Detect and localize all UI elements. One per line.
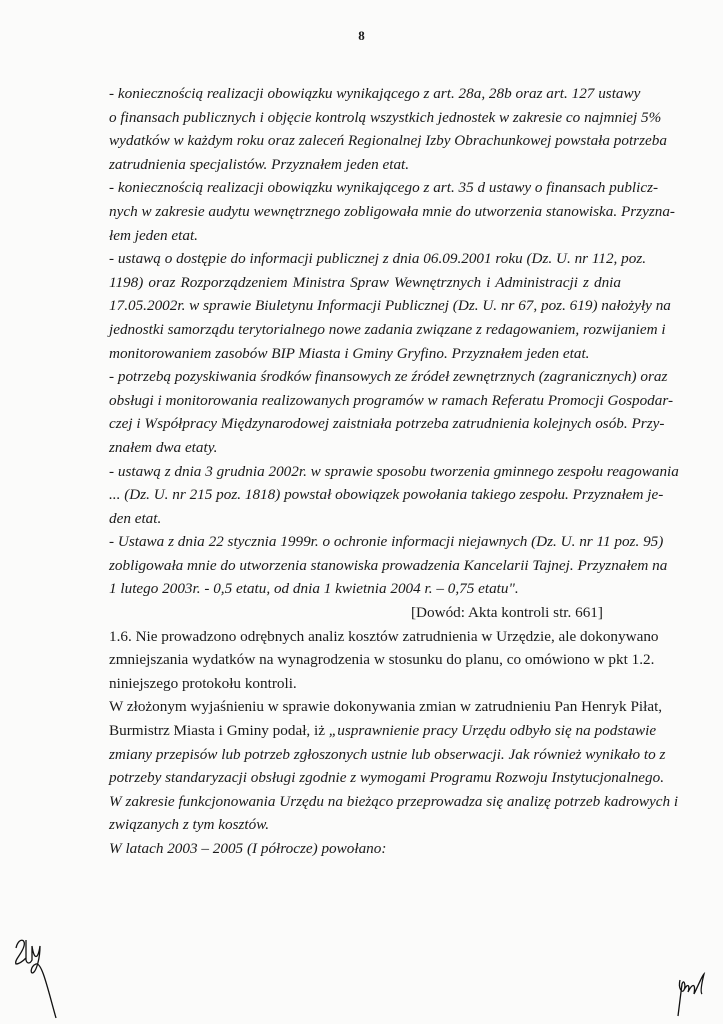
document-body	[109, 82, 679, 861]
text-fragment: Burmistrz Miasta i Gminy podał, iż	[109, 722, 329, 740]
text-line: den etat.	[109, 509, 162, 527]
handwritten-initials-icon	[12, 930, 72, 1020]
page-number: 8	[358, 28, 365, 43]
text-line: - koniecznością realizacji obowiązku wynikającego z art. 35 d ustawy o finansach publicz-	[109, 179, 659, 197]
text-line	[109, 719, 657, 743]
handwritten-signature-icon	[672, 968, 712, 1018]
text-line: ... (Dz. U. nr 215 poz. 1818) powstał obowiązek powołania takiego zespołu. Przyznałem je-	[109, 486, 664, 504]
text-line: niniejszego protokołu kontroli.	[109, 674, 297, 692]
text-line: łem jeden etat.	[109, 226, 198, 244]
text-line: związanych z tym kosztów.	[109, 816, 270, 834]
text-line: zobligowała mnie do utworzenia stanowiska prowadzenia Kancelarii Tajnej. Przyznałem na	[109, 556, 668, 574]
quote-fragment: „usprawnienie pracy Urzędu odbyło się na podstawie	[328, 722, 657, 740]
text-line: 17.05.2002r. w sprawie Biuletynu Informacji Publicznej (Dz. U. nr 67, poz. 619) nałożyły na	[109, 297, 671, 315]
text-line: zmiany przepisów lub potrzeb zgłoszonych ustnie lub obserwacji. Jak również wynikało to z	[109, 745, 666, 763]
evidence-reference: [Dowód: Akta kontroli str. 661]	[411, 604, 603, 622]
text-line: zatrudnienia specjalistów. Przyznałem jeden etat.	[109, 155, 410, 173]
text-line: czej i Współpracy Międzynarodowej zaistniała potrzeba zatrudnienia kolejnych osób. Przy-	[109, 415, 665, 433]
text-line: - ustawą z dnia 3 grudnia 2002r. w sprawie sposobu tworzenia gminnego zespołu reagowania	[109, 462, 679, 480]
signature-right	[672, 968, 712, 1018]
text-line: wydatków w każdym roku oraz zaleceń Regionalnej Izby Obrachunkowej powstała potrzeba	[109, 132, 667, 150]
text-line: monitorowaniem zasobów BIP Miasta i Gminy Gryfino. Przyznałem jeden etat.	[109, 344, 590, 362]
text-line: potrzeby standaryzacji obsługi zgodnie z wymogami Programu Rozwoju Instytucjonalnego.	[109, 769, 665, 787]
text-line: 1 lutego 2003r. - 0,5 etatu, od dnia 1 kwietnia 2004 r. – 0,75 etatu".	[109, 580, 519, 598]
text-line: - Ustawa z dnia 22 stycznia 1999r. o ochronie informacji niejawnych (Dz. U. nr 11 poz. 95)	[109, 533, 664, 551]
text-line: nych w zakresie audytu wewnętrznego zobligowała mnie do utworzenia stanowiska. Przyzna-	[109, 202, 675, 220]
signature-left	[12, 930, 72, 1020]
text-line: - ustawą o dostępie do informacji publicznej z dnia 06.09.2001 roku (Dz. U. nr 112, poz.	[109, 250, 647, 268]
text-line: W złożonym wyjaśnieniu w sprawie dokonywania zmian w zatrudnieniu Pan Henryk Piłat,	[109, 698, 663, 716]
text-line: znałem dwa etaty.	[109, 438, 218, 456]
text-line: o finansach publicznych i objęcie kontrolą wszystkich jednostek w zakresie co najmniej 5%	[109, 108, 662, 126]
text-line: W zakresie funkcjonowania Urzędu na bieżąco przeprowadza się analizę potrzeb kadrowych i	[109, 792, 679, 810]
text-line: - potrzebą pozyskiwania środków finansowych ze źródeł zewnętrznych (zagranicznych) oraz	[109, 368, 668, 386]
text-line: - koniecznością realizacji obowiązku wynikającego z art. 28a, 28b oraz art. 127 ustawy	[109, 85, 641, 102]
text-line: zmniejszania wydatków na wynagrodzenia w stosunku do planu, co omówiono w pkt 1.2.	[109, 651, 655, 669]
text-line: W latach 2003 – 2005 (I półrocze) powołano:	[109, 840, 387, 857]
text-line: obsługi i monitorowania realizowanych programów w ramach Referatu Promocji Gospodar-	[109, 391, 674, 409]
text-line: 1198) oraz Rozporządzeniem Ministra Spraw Wewnętrznych i Administracji z dnia	[109, 273, 621, 291]
text-line: 1.6. Nie prowadzono odrębnych analiz kosztów zatrudnienia w Urzędzie, ale dokonywano	[109, 627, 659, 645]
text-line: jednostki samorządu terytorialnego nowe zadania związane z redagowaniem, rozwijaniem i	[109, 320, 666, 338]
